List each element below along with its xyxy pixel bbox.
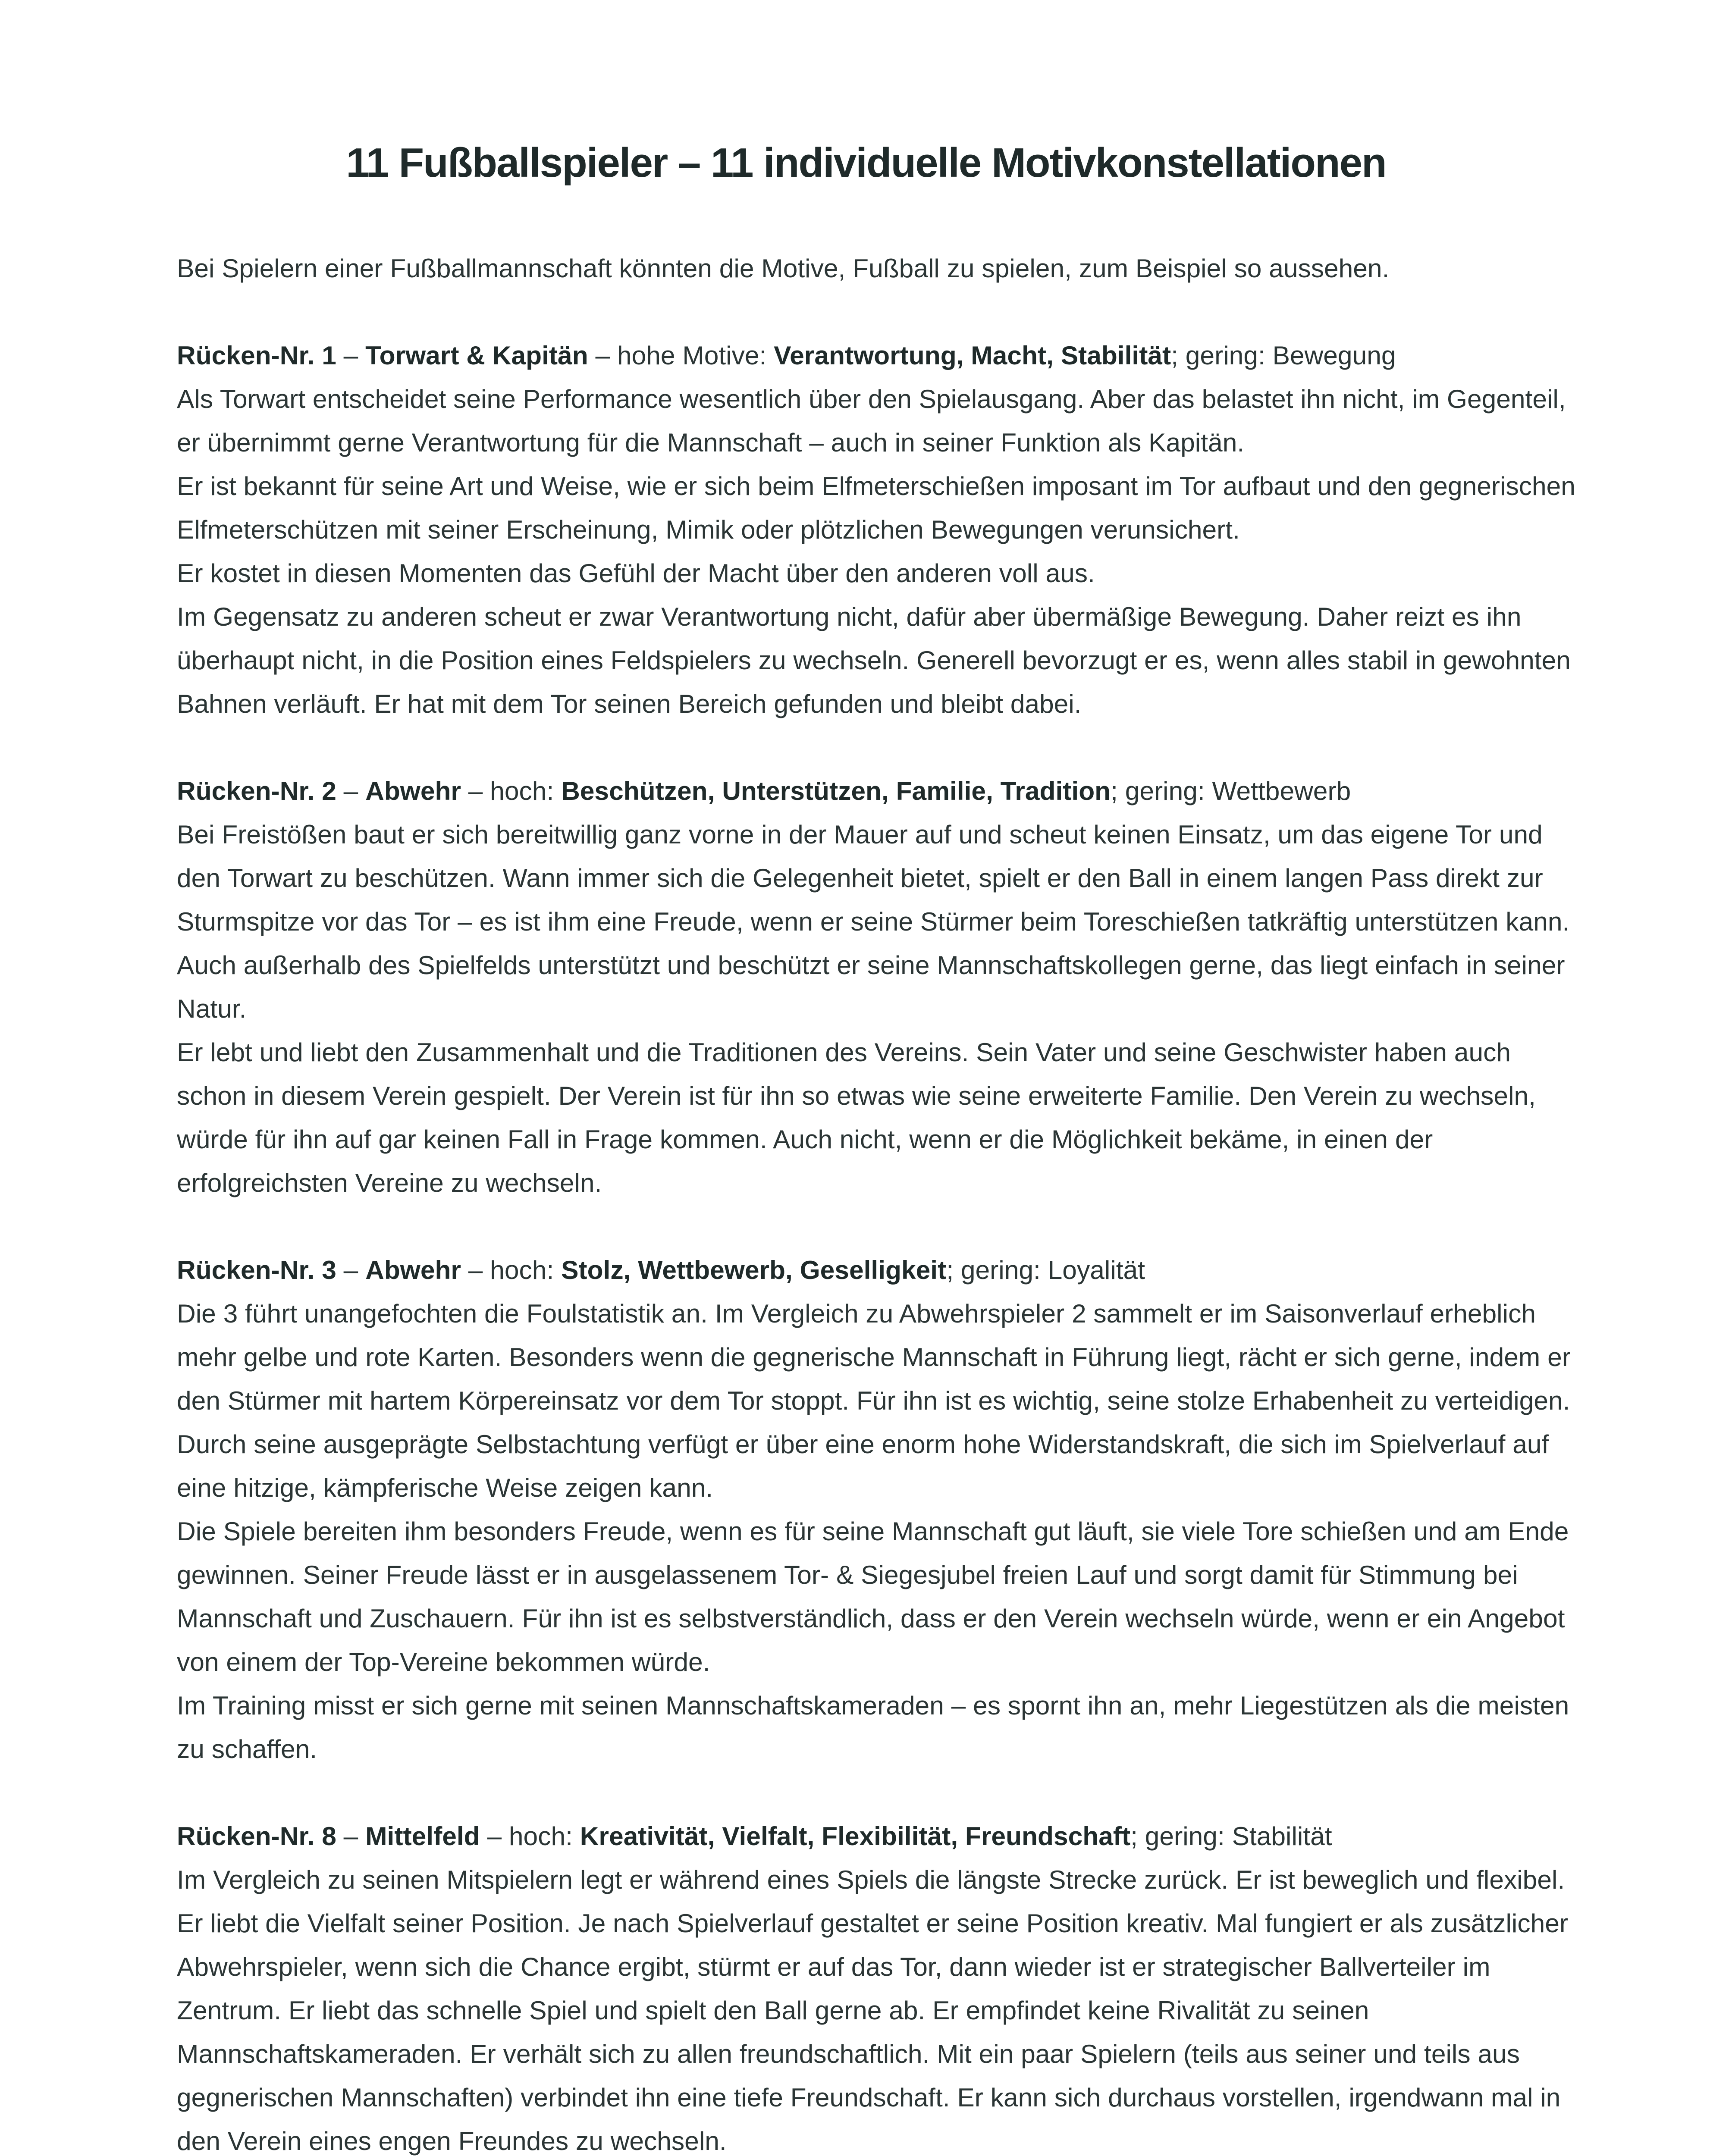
section-paragraph: Er lebt und liebt den Zusammenhalt und die Traditionen des Vereins. Sein Vater und seine Geschwister haben auch schon in diesem Verein gespielt. Der Verein ist für ihn so etwas wie seine erweiterte Familie. Den Verein zu wechseln, würde für ihn auf gar keinen Fall in Frage kommen. Auch nicht, wenn er die Möglichkeit bekäme, in einen der erfolgreichsten Vereine zu wechseln. [177, 1037, 1536, 1197]
player-role: Torwart & Kapitän [365, 341, 588, 370]
separator: – [336, 341, 366, 370]
high-label: hoch: [508, 1821, 573, 1851]
low-motives: ; gering: Wettbewerb [1111, 776, 1351, 805]
intro-paragraph: Bei Spielern einer Fußballmannschaft könnten die Motive, Fußball zu spielen, zum Beispiel so aussehen. [177, 254, 1390, 283]
high-label: hoch: [490, 1255, 554, 1285]
separator: – [336, 1255, 366, 1285]
high-label: hohe Motive: [617, 341, 767, 370]
high-motives: Kreativität, Vielfalt, Flexibilität, Freundschaft [580, 1821, 1131, 1851]
player-role: Mittelfeld [365, 1821, 480, 1851]
player-role: Abwehr [365, 776, 461, 805]
section-header [177, 769, 1583, 813]
section-header [177, 1248, 1583, 1292]
player-number: Rücken-Nr. 3 [177, 1255, 336, 1285]
section-paragraph: Die Spiele bereiten ihm besonders Freude, wenn es für seine Mannschaft gut läuft, sie viele Tore schießen und am Ende gewinnen. Seiner Freude lässt er in ausgelassenem Tor- & Siegesjubel freien Lauf und sorgt damit für Stimmung bei Mannschaft und Zuschauern. Für ihn ist es selbstverständlich, dass er den Verein wechseln würde, wenn er ein Angebot von einem der Top-Vereine bekommen würde. [177, 1517, 1569, 1677]
page-title: 11 Fußballspieler – 11 individuelle Motivkonstellationen [346, 140, 1386, 186]
player-section-8 [177, 1814, 1583, 2156]
player-number: Rücken-Nr. 2 [177, 776, 336, 805]
player-number: Rücken-Nr. 8 [177, 1821, 336, 1851]
page-content [177, 247, 1583, 2156]
section-paragraph: Er kostet in diesen Momenten das Gefühl der Macht über den anderen voll aus. [177, 558, 1095, 588]
separator: – [480, 1821, 509, 1851]
section-paragraph: Bei Freistößen baut er sich bereitwillig ganz vorne in der Mauer auf und scheut keinen Einsatz, um das eigene Tor und den Torwart zu beschützen. Wann immer sich die Gelegenheit bietet, spielt er den Ball in einem langen Pass direkt zur Sturmspitze vor das Tor – es ist ihm eine Freude, wenn er seine Stürmer beim Toreschießen tatkräftig unterstützen kann. Auch außerhalb des Spielfelds unterstützt und beschützt er seine Mannschaftskollegen gerne, das liegt einfach in seiner Natur. [177, 820, 1570, 1023]
section-paragraph: Im Gegensatz zu anderen scheut er zwar Verantwortung nicht, dafür aber übermäßige Bewegung. Daher reizt es ihn überhaupt nicht, in die Position eines Feldspielers zu wechseln. Generell bevorzugt er es, wenn alles stabil in gewohnten Bahnen verläuft. Er hat mit dem Tor seinen Bereich gefunden und bleibt dabei. [177, 602, 1571, 718]
section-header [177, 1814, 1583, 1858]
player-role: Abwehr [365, 1255, 461, 1285]
section-header [177, 334, 1583, 377]
player-number: Rücken-Nr. 1 [177, 341, 336, 370]
low-motives: ; gering: Bewegung [1171, 341, 1396, 370]
separator: – [336, 776, 366, 805]
player-section-3 [177, 1248, 1583, 1771]
high-motives: Stolz, Wettbewerb, Geselligkeit [561, 1255, 947, 1285]
high-motives: Beschützen, Unterstützen, Familie, Tradition [561, 776, 1111, 805]
section-paragraph: Im Training misst er sich gerne mit seinen Mannschaftskameraden – es spornt ihn an, mehr Liegestützen als die meisten zu schaffen. [177, 1691, 1569, 1764]
low-motives: ; gering: Loyalität [946, 1255, 1145, 1285]
high-motives: Verantwortung, Macht, Stabilität [774, 341, 1171, 370]
low-motives: ; gering: Stabilität [1130, 1821, 1332, 1851]
player-section-1 [177, 334, 1583, 726]
separator: – [336, 1821, 366, 1851]
separator: – [461, 776, 490, 805]
section-paragraph: Im Vergleich zu seinen Mitspielern legt er während eines Spiels die längste Strecke zurück. Er ist beweglich und flexibel. Er liebt die Vielfalt seiner Position. Je nach Spielverlauf gestaltet er seine Position kreativ. Mal fungiert er als zusätzlicher Abwehrspieler, wenn sich die Chance ergibt, stürmt er auf das Tor, dann wieder ist er strategischer Ballverteiler im Zentrum. Er liebt das schnelle Spiel und spielt den Ball gerne ab. Er empfindet keine Rivalität zu seinen Mannschaftskameraden. Er verhält sich zu allen freundschaftlich. Mit ein paar Spielern (teils aus seiner und teils aus gegnerischen Mannschaften) verbindet ihn eine tiefe Freundschaft. Er kann sich durchaus vorstellen, irgendwann mal in den Verein eines engen Freundes zu wechseln. [177, 1865, 1569, 2156]
section-paragraph: Als Torwart entscheidet seine Performance wesentlich über den Spielausgang. Aber das belastet ihn nicht, im Gegenteil, er übernimmt gerne Verantwortung für die Mannschaft – auch in seiner Funktion als Kapitän. [177, 384, 1566, 457]
high-label: hoch: [490, 776, 554, 805]
section-paragraph: Er ist bekannt für seine Art und Weise, wie er sich beim Elfmeterschießen imposant im Tor aufbaut und den gegnerischen Elfmeterschützen mit seiner Erscheinung, Mimik oder plötzlichen Bewegungen verunsichert. [177, 471, 1575, 544]
separator: – [461, 1255, 490, 1285]
player-section-2 [177, 769, 1583, 1205]
separator: – [588, 341, 617, 370]
section-paragraph: Die 3 führt unangefochten die Foulstatistik an. Im Vergleich zu Abwehrspieler 2 sammelt er im Saisonverlauf erheblich mehr gelbe und rote Karten. Besonders wenn die gegnerische Mannschaft in Führung liegt, rächt er sich gerne, indem er den Stürmer mit hartem Körpereinsatz vor dem Tor stoppt. Für ihn ist es wichtig, seine stolze Erhabenheit zu verteidigen. Durch seine ausgeprägte Selbstachtung verfügt er über eine enorm hohe Widerstandskraft, die sich im Spielverlauf auf eine hitzige, kämpferische Weise zeigen kann. [177, 1299, 1571, 1502]
